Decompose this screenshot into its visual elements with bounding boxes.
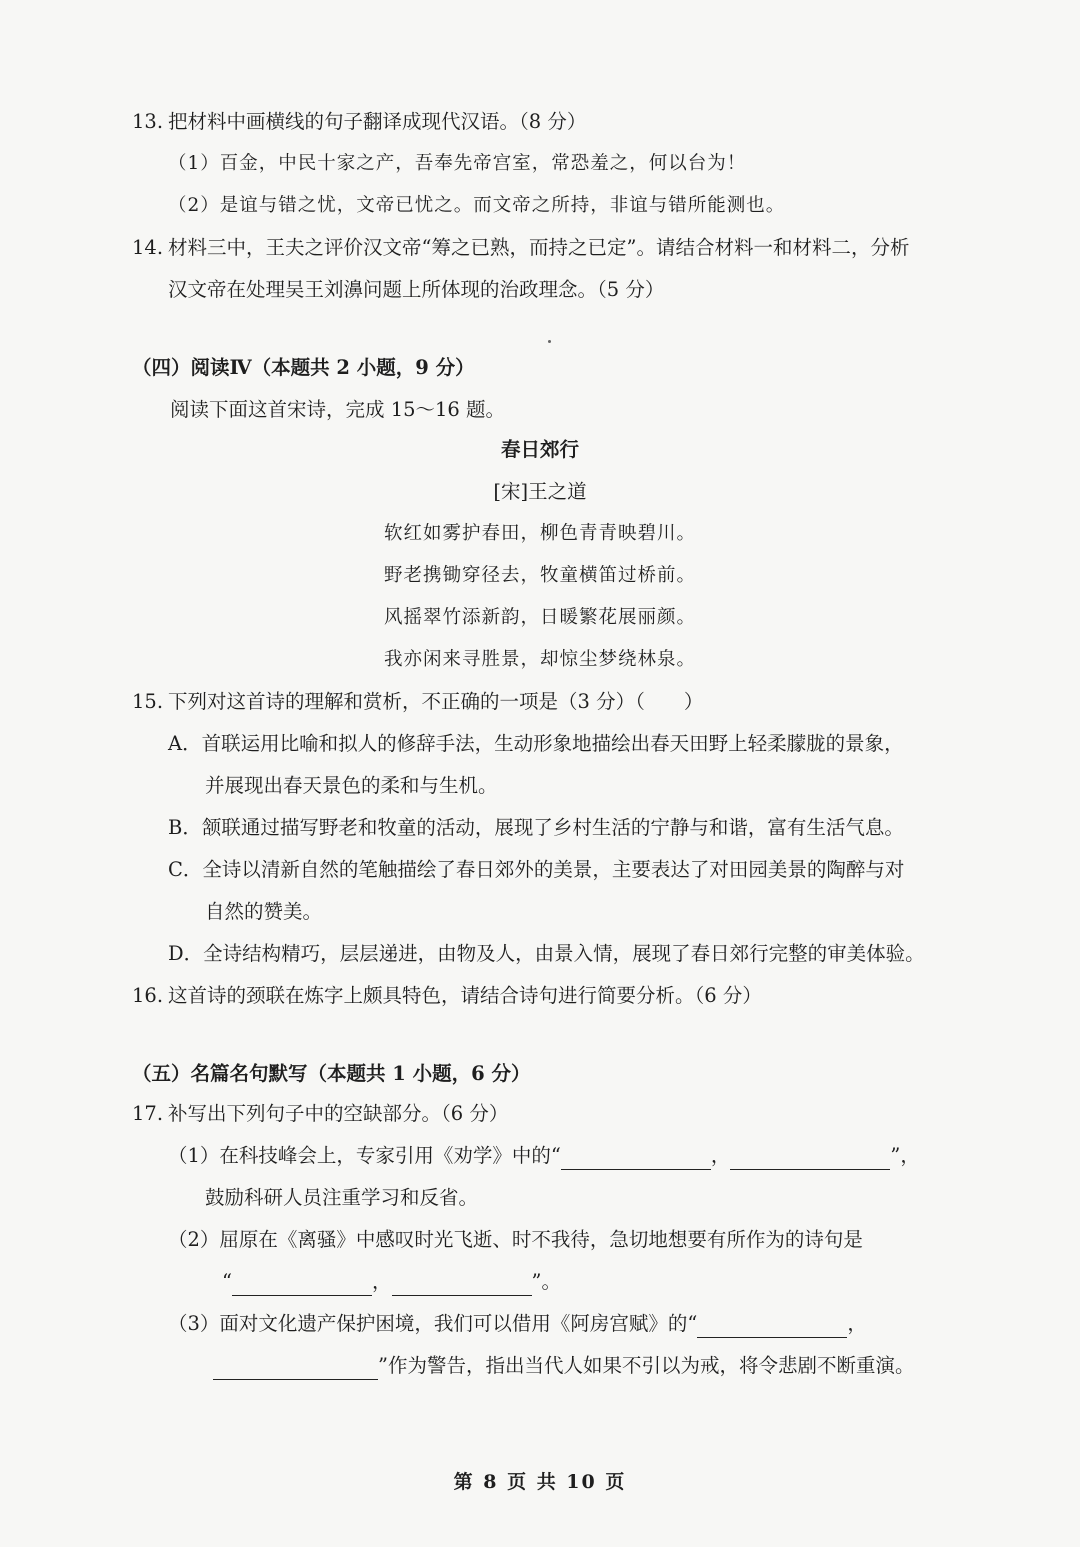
answer-blank[interactable]	[561, 1147, 711, 1170]
q15-option-c: C．全诗以清新自然的笔触描绘了春日郊外的美景，主要表达了对田园美景的陶醉与对	[168, 858, 905, 881]
q17-part-2: （2）屈原在《离骚》中感叹时光飞逝、时不我待，急切地想要有所作为的诗句是	[168, 1228, 863, 1251]
q14-prompt	[132, 234, 909, 262]
q16-text: 这首诗的颈联在炼字上颇具特色，请结合诗句进行简要分析。（6 分）	[168, 984, 762, 1007]
poem-line: 野老携锄穿径去，牧童横笛过桥前。	[383, 565, 696, 586]
q15-option-c-cont: 自然的赞美。	[205, 900, 323, 923]
q14-number: 14.	[132, 236, 164, 259]
q13-number: 13.	[132, 110, 164, 133]
q17-part-1-text: （1）在科技峰会上，专家引用《劝学》中的“	[168, 1144, 561, 1167]
poem-line: 风摇翠竹添新韵，日暖繁花展丽颜。	[383, 607, 696, 628]
section-5-heading: （五）名篇名句默写（本题共 1 小题，6 分）	[132, 1062, 531, 1085]
q16-number: 16.	[132, 984, 164, 1007]
q17-prompt	[132, 1100, 508, 1128]
q13-sentence-1: （1）百金，中民十家之产，吾奉先帝宫室，常恐羞之，何以台为！	[168, 153, 747, 174]
page-number: 第 8 页 共 10 页	[453, 1471, 627, 1493]
answer-blank[interactable]	[730, 1147, 890, 1170]
section-4-intro: 阅读下面这首宋诗，完成 15～16 题。	[170, 398, 506, 421]
q17-part-3	[168, 1310, 867, 1338]
q17-text: 补写出下列句子中的空缺部分。（6 分）	[168, 1102, 509, 1125]
q17-number: 17.	[132, 1102, 164, 1125]
q17-part-2-end: ”。	[531, 1270, 561, 1293]
poem-line: 我亦闲来寻胜景，却惊尘梦绕林泉。	[383, 649, 696, 670]
answer-blank[interactable]	[392, 1273, 532, 1296]
q17-part-3-cont	[213, 1352, 914, 1380]
q17-part-3-comma: ，	[847, 1312, 867, 1335]
q13-text: 把材料中画横线的句子翻译成现代汉语。（8 分）	[168, 110, 587, 133]
q17-part-3-text-2: ”作为警告，指出当代人如果不引以为戒，将令悲剧不断重演。	[378, 1354, 915, 1377]
q17-part-1-end: ”，	[890, 1144, 920, 1167]
answer-blank[interactable]	[213, 1357, 378, 1380]
poem-line: 软红如雾护春田，柳色青青映碧川。	[383, 523, 696, 544]
q17-part-2-blanks	[222, 1268, 561, 1296]
q17-part-2-open: “	[222, 1270, 232, 1293]
q17-part-1-comma: ，	[710, 1144, 731, 1167]
q17-part-2-comma: ，	[371, 1270, 392, 1293]
q17-part-3-text: （3）面对文化遗产保护困境，我们可以借用《阿房宫赋》的“	[168, 1312, 698, 1335]
answer-blank[interactable]	[697, 1315, 847, 1338]
section-4-heading: （四）阅读Ⅳ（本题共 2 小题，9 分）	[132, 356, 475, 379]
q13-prompt	[132, 108, 586, 136]
q16-prompt	[132, 982, 762, 1010]
q15-number: 15.	[132, 690, 164, 713]
q13-sentence-2: （2）是谊与错之忧，文帝已忧之。而文帝之所持，非谊与错所能测也。	[168, 195, 786, 216]
q14-line-1: 材料三中，王夫之评价汉文帝“筹之已熟，而持之已定”。请结合材料一和材料二，分析	[168, 236, 910, 259]
q15-option-a: A．首联运用比喻和拟人的修辞手法，生动形象地描绘出春天田野上轻柔朦胧的景象，	[168, 732, 904, 755]
q15-option-b: B．颔联通过描写野老和牧童的活动，展现了乡村生活的宁静与和谐，富有生活气息。	[168, 816, 904, 839]
q15-option-a-cont: 并展现出春天景色的柔和与生机。	[205, 774, 498, 797]
q14-line-2: 汉文帝在处理吴王刘濞问题上所体现的治政理念。（5 分）	[168, 278, 665, 301]
q17-part-1-cont: 鼓励科研人员注重学习和反省。	[205, 1186, 479, 1209]
scan-speck	[548, 340, 551, 343]
q15-text: 下列对这首诗的理解和赏析，不正确的一项是（3 分）（ ）	[168, 690, 704, 713]
answer-blank[interactable]	[232, 1273, 372, 1296]
q15-prompt	[132, 688, 703, 716]
poem-title: 春日郊行	[500, 438, 579, 461]
poem-author: [宋]王之道	[493, 480, 587, 503]
q15-option-d: D．全诗结构精巧，层层递进，由物及人，由景入情，展现了春日郊行完整的审美体验。	[168, 942, 925, 965]
q17-part-1	[168, 1142, 920, 1170]
